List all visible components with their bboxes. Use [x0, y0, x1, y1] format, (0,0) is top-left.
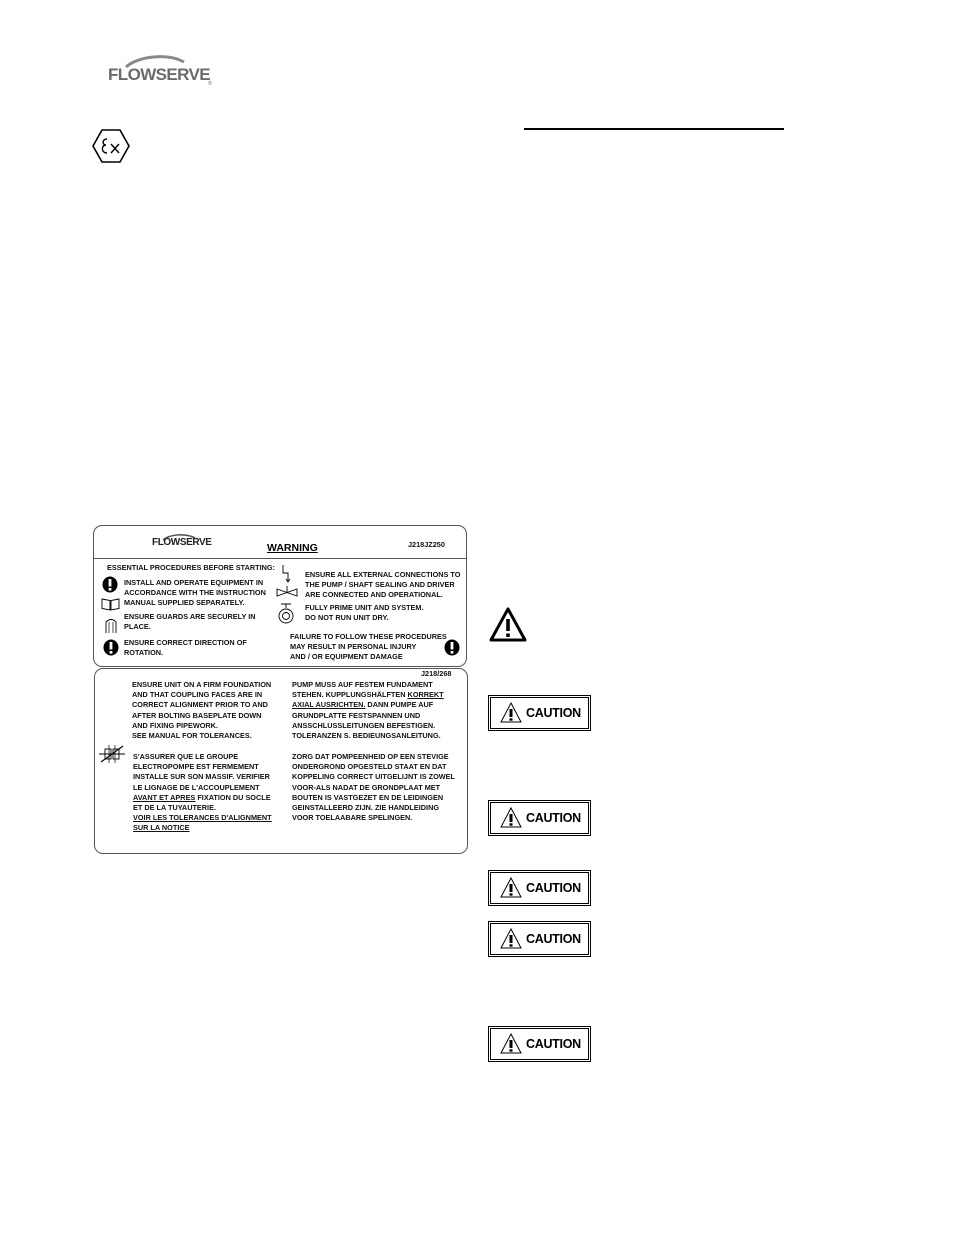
caution-text: CAUTION: [526, 811, 581, 825]
caution-badge: [490, 923, 589, 955]
french-foundation-text: [133, 752, 272, 834]
caution-triangle-icon: [500, 928, 522, 949]
text-line: VOOR-ALS NADAT DE GRONDPLAAT MET: [292, 782, 441, 792]
instruction-line: PLACE.: [124, 622, 151, 632]
guard-icon: [104, 617, 118, 634]
text-line: [292, 700, 444, 710]
coupling-alignment-icon: [99, 744, 125, 764]
caution-text: CAUTION: [526, 706, 581, 720]
english-foundation-text: [132, 680, 271, 741]
text-line: KOPPELING CORRECT UITGELIJNT IS ZOWEL: [292, 772, 455, 782]
flowserve-logo: [108, 54, 220, 90]
underlined-text: SUR LA NOTICE: [133, 823, 190, 833]
rotation-warning-icon: [103, 639, 119, 656]
warning-triangle-icon: [489, 607, 527, 642]
text-line: ONDERGROND OPGESTELD STAAT EN DAT: [292, 762, 447, 772]
instruction-line: FULLY PRIME UNIT AND SYSTEM.: [305, 603, 424, 612]
caution-triangle-icon: [500, 702, 522, 723]
text-line: ELECTROPOMPE EST FERMEMENT: [133, 762, 259, 772]
label-code-top: J218JZ250: [408, 540, 445, 549]
warning-title: WARNING: [267, 542, 318, 554]
caution-badge: [490, 872, 589, 904]
text-line: SEE MANUAL FOR TOLERANCES.: [132, 731, 252, 741]
instruction-line: MANUAL SUPPLIED SEPARATELY.: [124, 598, 245, 608]
prime-pump-icon: [278, 602, 294, 624]
instruction-line: INSTALL AND OPERATE EQUIPMENT IN: [124, 578, 264, 587]
caution-text: CAUTION: [526, 932, 581, 946]
instruction-line: ENSURE CORRECT DIRECTION OF: [124, 638, 247, 647]
rotation-instruction-text: [124, 638, 247, 658]
instruction-line: THE PUMP / SHAFT SEALING AND DRIVER: [305, 580, 455, 590]
text-line: BOUTEN IS VASTGEZET EN DE LEIDINGEN: [292, 792, 444, 802]
instruction-line: AND / OR EQUIPMENT DAMAGE: [290, 652, 403, 662]
underlined-text: KORREKT: [407, 690, 444, 700]
instruction-line: FAILURE TO FOLLOW THESE PROCEDURES: [290, 632, 447, 641]
underlined-text: VOIR LES TOLERANCES D'ALIGNMENT: [133, 813, 272, 823]
instruction-line: DO NOT RUN UNIT DRY.: [305, 613, 389, 623]
text-span: FIXATION DU SOCLE: [195, 792, 271, 802]
electric-connection-icon: [281, 564, 291, 583]
text-line: ENSURE UNIT ON A FIRM FOUNDATION: [132, 680, 272, 689]
underlined-text: AVANT ET APRES: [133, 792, 196, 802]
text-line: AND FIXING PIPEWORK.: [132, 720, 218, 730]
instruction-line: MAY RESULT IN PERSONAL INJURY: [290, 642, 417, 652]
text-line: S'ASSURER QUE LE GROUPE: [133, 752, 239, 761]
header-rule: [524, 128, 784, 130]
essential-procedures-heading: ESSENTIAL PROCEDURES BEFORE STARTING:: [107, 563, 275, 572]
failure-warning-text: [290, 632, 447, 663]
instruction-line: ROTATION.: [124, 648, 164, 658]
caution-text: CAUTION: [526, 1037, 581, 1051]
caution-badge: [490, 802, 589, 834]
label-divider: [94, 558, 466, 559]
instruction-line: ENSURE GUARDS ARE SECURELY IN: [124, 612, 256, 621]
text-span: DANN PUMPE AUF: [365, 700, 434, 710]
text-line: VOOR TOELAABARE SPELINGEN.: [292, 813, 413, 823]
install-instruction-text: [124, 578, 266, 609]
text-line: [133, 793, 272, 803]
text-span: STEHEN. KUPPLUNGSHÄLFTEN: [292, 690, 408, 700]
caution-triangle-icon: [500, 1033, 522, 1054]
label-code-bottom: J218/268: [421, 669, 452, 678]
prime-unit-text: [305, 603, 424, 623]
text-line: GRUNDPLATTE FESTSPANNEN UND: [292, 710, 421, 720]
caution-badge: [490, 1028, 589, 1060]
text-line: ET DE LA TUYAUTERIE.: [133, 803, 216, 813]
caution-text: CAUTION: [526, 881, 581, 895]
caution-triangle-icon: [500, 877, 522, 898]
instruction-line: ACCORDANCE WITH THE INSTRUCTION: [124, 588, 266, 598]
text-line: PUMP MUSS AUF FESTEM FUNDAMENT: [292, 680, 433, 689]
text-line: TOLERANZEN S. BEDIEUNGSANLEITUNG.: [292, 731, 441, 741]
text-line: AFTER BOLTING BASEPLATE DOWN: [132, 710, 262, 720]
text-line: GEINSTALLEERD ZIJN. ZIE HANDLEIDING: [292, 803, 440, 813]
logo-text: FLOWSERVE: [108, 65, 210, 84]
underlined-text: AXIAL AUSRICHTEN.: [292, 700, 366, 710]
label-brand-logo: [152, 533, 216, 551]
text-line: CORRECT ALIGNMENT PRIOR TO AND: [132, 700, 268, 710]
instruction-line: ARE CONNECTED AND OPERATIONAL.: [305, 590, 443, 600]
text-line: LE LIGNAGE DE L'ACCOUPLEMENT: [133, 782, 260, 792]
mandatory-action-icon: [102, 576, 118, 593]
atex-ex-icon: [92, 128, 130, 164]
guards-instruction-text: [124, 612, 256, 632]
manual-book-icon: [101, 597, 120, 611]
text-line: [292, 690, 444, 700]
german-foundation-text: [292, 680, 444, 741]
logo-registered-mark: ®: [208, 81, 212, 87]
caution-badge: [490, 697, 589, 729]
label-brand-text: FLOWSERVE: [152, 537, 212, 548]
valve-icon: [276, 586, 298, 598]
dutch-foundation-text: [292, 752, 455, 823]
text-line: ZORG DAT POMPEENHEID OP EEN STEVIGE: [292, 752, 449, 761]
instruction-line: ENSURE ALL EXTERNAL CONNECTIONS TO: [305, 570, 461, 579]
text-line: INSTALLE SUR SON MASSIF. VERIFIER: [133, 772, 270, 782]
caution-triangle-icon: [500, 807, 522, 828]
text-line: AND THAT COUPLING FACES ARE IN: [132, 690, 263, 700]
external-connections-text: [305, 570, 460, 601]
text-line: ANSSCHLUSSLEITUNGEN BEFESTIGEN.: [292, 720, 436, 730]
